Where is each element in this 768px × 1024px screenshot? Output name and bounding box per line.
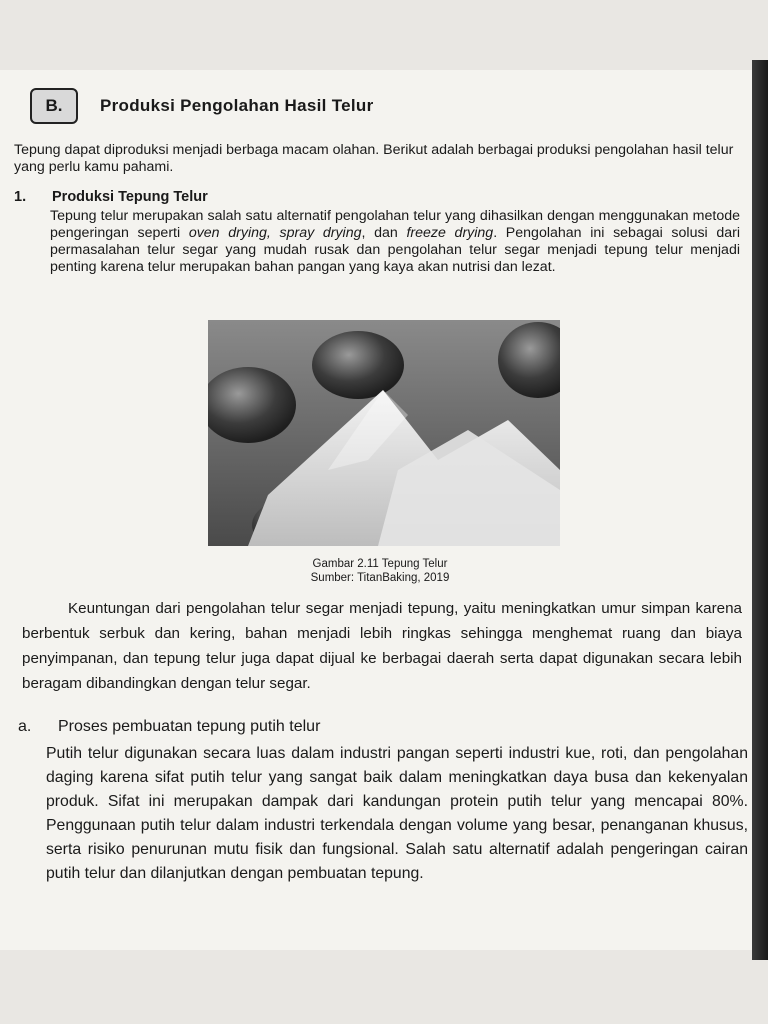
subsection-a-body: Putih telur digunakan secara luas dalam industri pangan seperti industri kue, roti, dan pengolahan daging karena sifat putih telur yang sangat baik dalam meningkatkan daya busa dan kekenyalan produk. Sifat ini merupakan dampak dari kandungan protein putih telur yang mencapai 80%. Penggunaan putih telur dalam industri terkendala dengan volume yang besar, penanganan khusus, serta risiko penurunan mutu fisik dan fungsional. Salah satu alternatif adalah pengeringan cairan putih telur dan dilanjutkan dengan pembuatan tepung. [46, 745, 748, 882]
figure-title: Gambar 2.11 Tepung Telur [312, 558, 448, 570]
section-title: Produksi Pengolahan Hasil Telur [100, 96, 374, 115]
subsection-1-title: Produksi Tepung Telur [52, 189, 208, 205]
paragraph-benefits [22, 596, 742, 696]
egg-flour-photo [208, 320, 560, 546]
section-heading [30, 88, 374, 124]
page-edge-shadow [752, 60, 768, 960]
body-italic-methods: oven drying, spray drying [188, 225, 362, 241]
figure-caption [290, 557, 470, 585]
egg-flour-illustration [208, 320, 560, 546]
body-text: , dan [361, 225, 407, 241]
figure-source: Sumber: TitanBaking, 2019 [310, 572, 450, 584]
body-text: Tepung telur merupakan salah satu alternatif pengolahan telur yang dihasilkan dengan menggunakan metode pengeringan seperti [50, 208, 740, 241]
paragraph-benefits-text: Keuntungan dari pengolahan telur segar menjadi tepung, yaitu meningkatkan umur simpan karena berbentuk serbuk dan kering, bahan menjadi lebih ringkas sehingga menghemat ruang dan biaya penyimpanan, dan tepung telur juga dapat dijual ke berbagai daerah serta dapat digunakan secara lebih beragam dibandingkan dengan telur segar. [22, 600, 742, 692]
subsection-1-number: 1. [14, 189, 27, 205]
subsection-a-letter: a. [18, 718, 32, 735]
subsection-a-heading [18, 718, 320, 735]
body-text: . Pengolahan ini sebagai solusi dari permasalahan telur segar yang mudah rusak dan pengolahan telur segar menjadi tepung telur menjadi penting karena telur merupakan bahan pangan yang kaya akan nutrisi dan lezat. [50, 225, 741, 275]
section-badge: B. [30, 88, 78, 124]
body-italic-freeze: freeze drying [406, 225, 494, 241]
subsection-1-body [50, 208, 740, 276]
intro-paragraph: Tepung dapat diproduksi menjadi berbaga macam olahan. Berikut adalah berbagai produksi pengolahan hasil telur yang perlu kamu pahami. [14, 142, 734, 175]
subsection-a-title: Proses pembuatan tepung putih telur [58, 718, 321, 735]
subsection-1-heading [14, 189, 208, 206]
